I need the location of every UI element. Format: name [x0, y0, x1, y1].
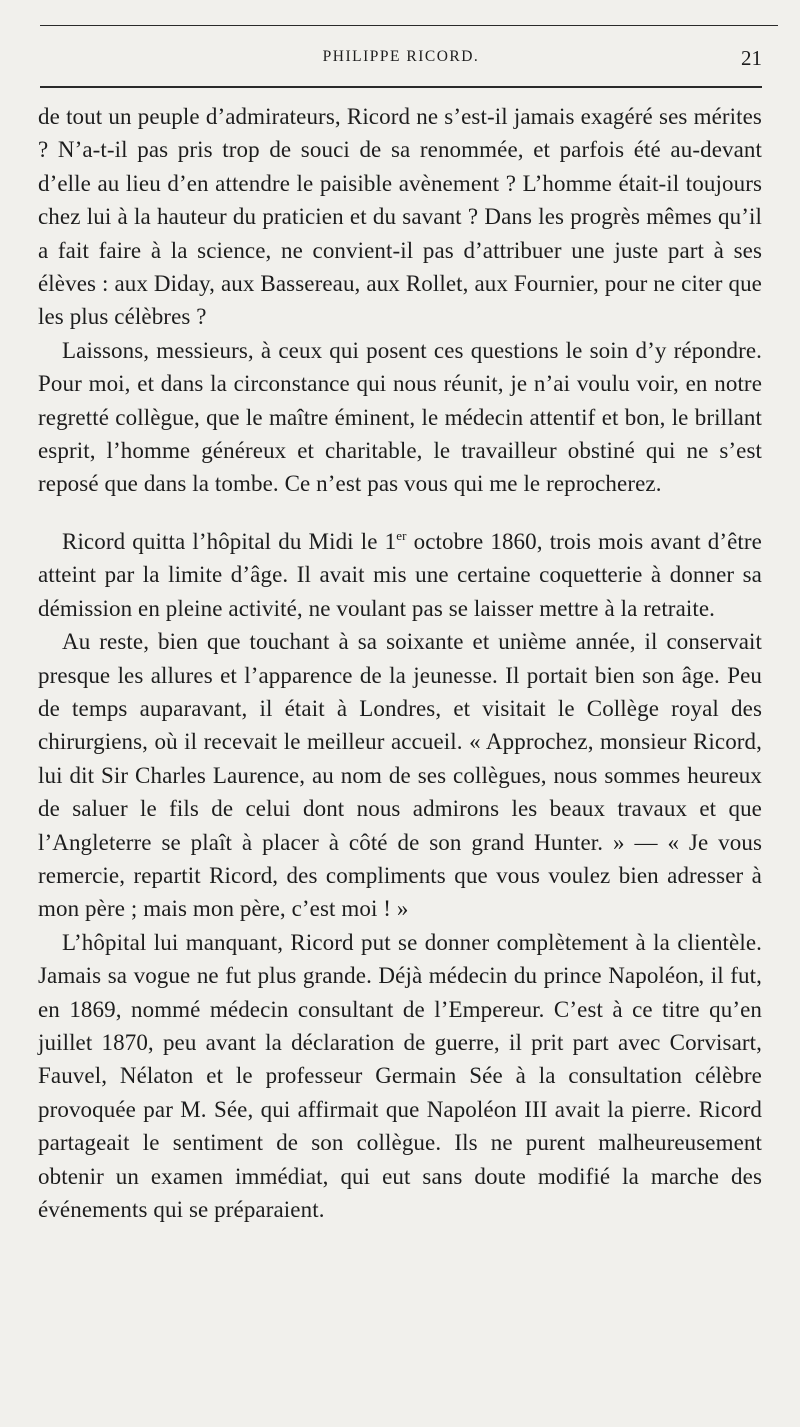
- page-number: 21: [741, 46, 762, 70]
- paragraph-continuation: de tout un peuple d’admirateurs, Ricord ne s’est-il jamais exagéré ses mérites ? N’a-t-il pas pris trop de souci de sa renommée, et parfois été au-devant d’elle au lieu d’en attendre le paisible avènement ? L’homme était-il toujours chez lui à la hauteur du praticien et du savant ? Dans les progrès mêmes qu’il a fait faire à la science, ne convient-il pas d’attribuer une juste part à ses élèves : aux Diday, aux Bassereau, aux Rollet, aux Fournier, pour ne citer que les plus célèbres ?: [38, 104, 762, 330]
- header-top-rule: [40, 25, 778, 26]
- paragraph: L’hôpital lui manquant, Ricord put se donner complètement à la clientèle. Jamais sa vogue ne fut plus grande. Déjà médecin du prince Napoléon, il fut, en 1869, nommé médecin consultant de l’Empereur. C’est à ce titre qu’en juillet 1870, peu avant la déclaration de guerre, il prit part avec Corvisart, Fauvel, Nélaton et le professeur Germain Sée à la consultation célèbre provoquée par M. Sée, qui affirmait que Napoléon III avait la pierre. Ricord partageait le sentiment de son collègue. Ils ne purent malheureusement obtenir un examen immédiat, qui eut sans doute modifié la marche des événements qui se préparaient.: [38, 929, 762, 1222]
- paragraph-text: octobre 1860, trois mois avant d’être atteint par la limite d’âge. Il avait mis une certaine coquetterie à donner sa démission en pleine activité, ne voulant pas se laisser mettre à la retraite.: [38, 528, 762, 621]
- paragraph: Laissons, messieurs, à ceux qui posent ces questions le soin d’y répondre. Pour moi, et dans la circonstance qui nous réunit, je n’ai voulu voir, en notre regretté collègue, que le maître éminent, le médecin attentif et bon, le brillant esprit, l’homme généreux et charitable, le travailleur obstiné qui ne s’est reposé que dans la tombe. Ce n’est pas vous qui me le reprocherez.: [38, 337, 762, 497]
- ordinal-superscript: er: [396, 527, 407, 543]
- paragraph: [38, 525, 762, 625]
- paragraph: Au reste, bien que touchant à sa soixante et unième année, il conservait presque les allures et l’apparence de la jeunesse. Il portait bien son âge. Peu de temps auparavant, il était à Londres, et visitait le Collège royal des chirurgiens, où il recevait le meilleur accueil. « Approchez, monsieur Ricord, lui dit Sir Charles Laurence, au nom de ses collègues, nous sommes heureux de saluer le fils de celui dont nous admirons les beaux travaux et que l’Angleterre se plaît à placer à côté de son grand Hunter. » — « Je vous remercie, repartit Ricord, des compliments que vous voulez bien adresser à mon père ; mais mon père, c’est moi ! »: [38, 629, 762, 922]
- header-bottom-rule: [40, 86, 762, 88]
- paragraph-text: Ricord quitta l’hôpital du Midi le 1: [62, 528, 397, 554]
- body-text: [38, 100, 762, 1226]
- running-title: PHILIPPE RICORD.: [322, 48, 480, 65]
- running-header: [40, 44, 762, 78]
